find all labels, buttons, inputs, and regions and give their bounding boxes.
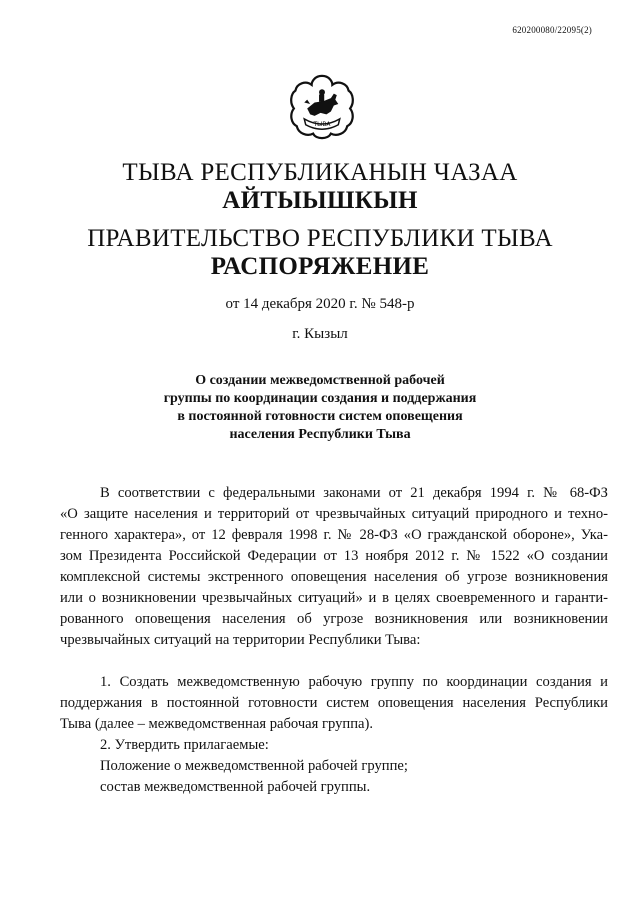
item2-sub-line: Положение о межведомственной рабочей группе; xyxy=(100,758,408,774)
header-title-russian: ПРАВИТЕЛЬСТВО РЕСПУБЛИКИ ТЫВА xyxy=(87,225,553,252)
tuva-coat-of-arms-icon xyxy=(285,70,359,144)
preamble-line: «О защите населения и территорий от чрезвычайных ситуаций природного и техно- xyxy=(60,506,608,522)
document-body xyxy=(60,483,608,798)
subject-line: в постоянной готовности систем оповещения xyxy=(177,409,463,424)
preamble-line: чрезвычайных ситуаций на территории Республики Тыва: xyxy=(60,632,421,648)
preamble-line: комплексной системы экстренного оповещения населения об угрозе возникновения xyxy=(60,569,608,585)
emblem-label: ТЫВА xyxy=(313,122,331,129)
header-doc-type-tuvan: АЙТЫЫШКЫН xyxy=(222,187,418,214)
preamble-line: рованного оповещения населения об угрозе возникновения или возникновении xyxy=(60,611,608,627)
header-doc-type-russian: РАСПОРЯЖЕНИЕ xyxy=(210,253,430,280)
item1-line: Тыва (далее – межведомственная рабочая группа). xyxy=(60,716,373,732)
item1-line: 1. Создать межведомственную рабочую группу по координации создания и xyxy=(100,674,608,690)
preamble-line: В соответствии с федеральными законами от 21 декабря 1994 г. № 68-ФЗ xyxy=(100,485,608,501)
document-subject xyxy=(0,372,640,444)
document-number: 620200080/22095(2) xyxy=(512,25,592,35)
subject-line: населения Республики Тыва xyxy=(229,427,411,442)
item1-line: поддержания в постоянной готовности систем оповещения населения Республики xyxy=(60,695,608,711)
preamble-line: или о возникновении чрезвычайных ситуаций» и в целях своевременного и гаранти- xyxy=(60,590,608,606)
document-city: г. Кызыл xyxy=(292,326,348,342)
header-title-tuvan: ТЫВА РЕСПУБЛИКАНЫН ЧАЗАА xyxy=(122,159,518,186)
document-date-number: от 14 декабря 2020 г. № 548-р xyxy=(225,296,415,312)
preamble-line: зом Президента Российской Федерации от 13 ноября 2012 г. № 1522 «О создании xyxy=(60,548,608,564)
preamble-line: генного характера», от 12 февраля 1998 г. № 28-ФЗ «О гражданской обороне», Ука- xyxy=(60,527,608,543)
subject-line: О создании межведомственной рабочей xyxy=(195,373,445,388)
item2-line: 2. Утвердить прилагаемые: xyxy=(100,737,269,753)
subject-line: группы по координации создания и поддержания xyxy=(163,391,477,406)
item2-sub-line: состав межведомственной рабочей группы. xyxy=(100,779,371,795)
